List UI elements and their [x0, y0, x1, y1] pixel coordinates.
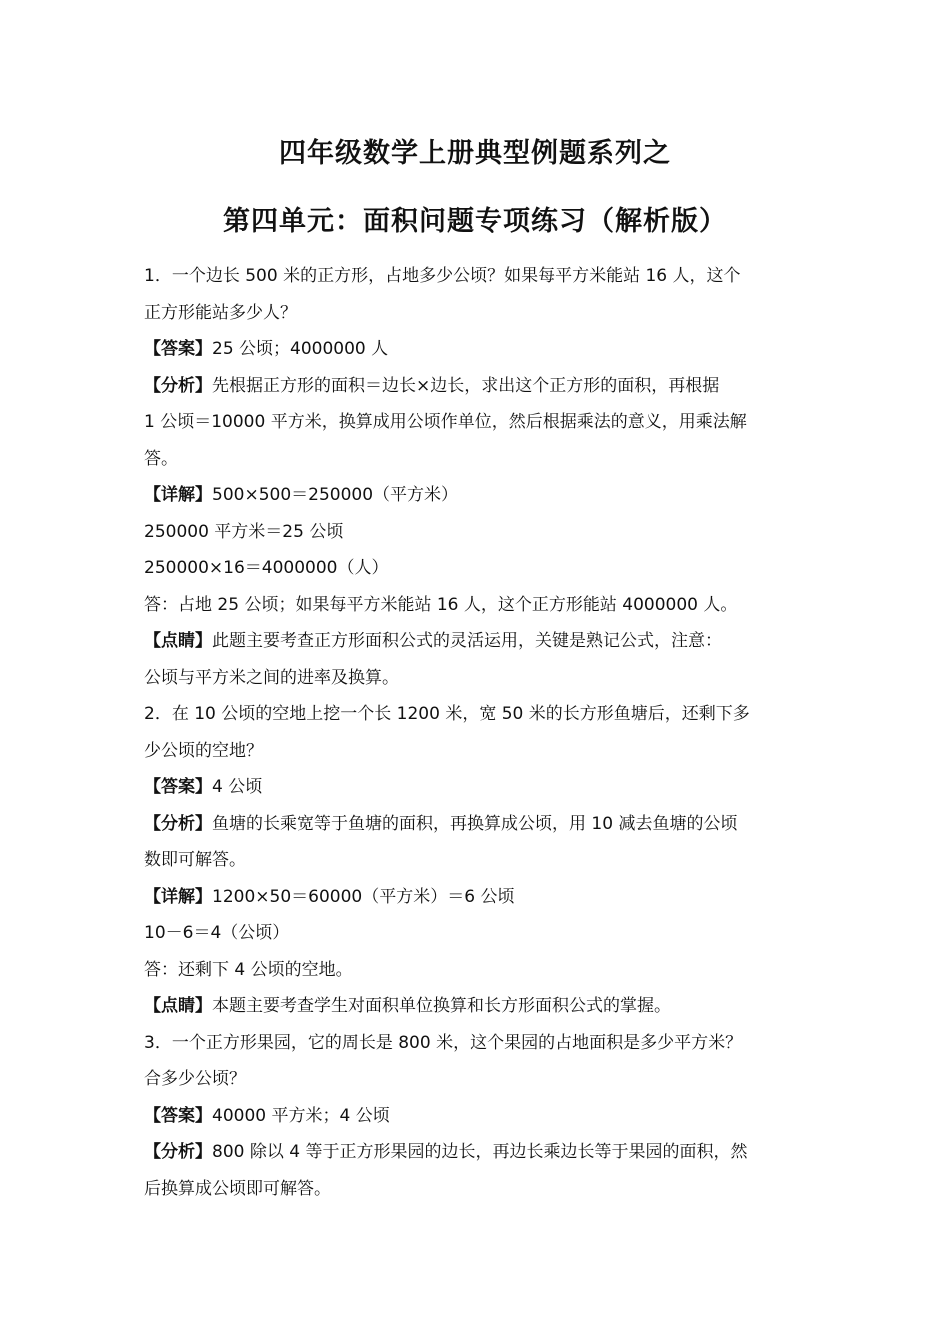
- q2-analysis-line-1: [144, 806, 824, 843]
- q1-question-line-2: 正方形能站多少人？: [144, 302, 297, 323]
- q1-analysis-line-3: 答。: [144, 448, 178, 469]
- answer-tag: 【答案】: [144, 1105, 212, 1126]
- q2-question-line-2: 少公顷的空地？: [144, 740, 263, 761]
- q3-question-line-2: 合多少公顷？: [144, 1069, 246, 1089]
- q3-question-line-1: 3．一个正方形果园，它的周长是 800 米，这个果园的占地面积是多少平方米？: [144, 1032, 743, 1053]
- q3-answer-text: 40000 平方米；4 公顷: [212, 1105, 390, 1126]
- document-subtitle: 第四单元：面积问题专项练习（解析版）: [223, 206, 727, 237]
- q3-analysis-text-1: 800 除以 4 等于正方形果园的边长，再边长乘边长等于果园的面积，然: [212, 1142, 748, 1162]
- q1-analysis-line-1: [144, 368, 824, 405]
- answer-tag: 【答案】: [144, 777, 212, 797]
- q2-answer: [144, 769, 824, 806]
- q2-question-line-1: 2．在 10 公顷的空地上挖一个长 1200 米，宽 50 米的长方形鱼塘后，还剩下多: [144, 704, 750, 724]
- q2-point-line-1: [144, 988, 824, 1025]
- q1-point-text-1: 此题主要考查正方形面积公式的灵活运用，关键是熟记公式，注意：: [212, 631, 722, 651]
- q1-detail-line-1: [144, 477, 824, 514]
- q1-detail-line-2: 250000 平方米＝25 公顷: [144, 521, 344, 542]
- q1-analysis-text-1: 先根据正方形的面积＝边长×边长，求出这个正方形的面积，再根据: [212, 375, 720, 396]
- q1-answer-text: 25 公顷；4000000 人: [212, 339, 389, 359]
- q2-detail-line-1: [144, 879, 824, 916]
- q2-analysis-text-1: 鱼塘的长乘宽等于鱼塘的面积，再换算成公顷，用 10 减去鱼塘的公顷: [212, 813, 738, 834]
- detail-tag: 【详解】: [144, 485, 212, 505]
- q2-detail-text-1: 1200×50＝60000（平方米）＝6 公顷: [212, 886, 515, 907]
- point-tag: 【点睛】: [144, 996, 212, 1016]
- q1-point-line-2: 公顷与平方米之间的进率及换算。: [144, 667, 399, 688]
- q1-answer: [144, 331, 824, 368]
- q2-answer-text: 4 公顷: [212, 777, 263, 797]
- document-title: 四年级数学上册典型例题系列之: [279, 138, 671, 169]
- detail-tag: 【详解】: [144, 886, 212, 907]
- q3-analysis-line-2: 后换算成公顷即可解答。: [144, 1178, 331, 1199]
- q1-detail-line-3: 250000×16＝4000000（人）: [144, 558, 389, 578]
- analysis-tag: 【分析】: [144, 375, 212, 396]
- q1-detail-text-1: 500×500＝250000（平方米）: [212, 485, 459, 505]
- q1-analysis-line-2: 1 公顷＝10000 平方米，换算成用公顷作单位，然后根据乘法的意义，用乘法解: [144, 412, 747, 432]
- analysis-tag: 【分析】: [144, 1142, 212, 1162]
- q2-detail-line-3: 答：还剩下 4 公顷的空地。: [144, 959, 353, 980]
- analysis-tag: 【分析】: [144, 813, 212, 834]
- document-body: [144, 258, 824, 1207]
- point-tag: 【点睛】: [144, 631, 212, 651]
- q3-answer: [144, 1098, 824, 1135]
- q2-detail-line-2: 10－6＝4（公顷）: [144, 923, 290, 943]
- q2-analysis-line-2: 数即可解答。: [144, 850, 246, 870]
- q1-question-line-1: 1．一个边长 500 米的正方形，占地多少公顷？如果每平方米能站 16 人，这个: [144, 266, 741, 286]
- q1-detail-line-4: 答：占地 25 公顷；如果每平方米能站 16 人，这个正方形能站 4000000 人。: [144, 594, 738, 615]
- q2-point-text-1: 本题主要考查学生对面积单位换算和长方形面积公式的掌握。: [212, 996, 671, 1016]
- q1-point-line-1: [144, 623, 824, 660]
- answer-tag: 【答案】: [144, 339, 212, 359]
- q3-analysis-line-1: [144, 1134, 824, 1171]
